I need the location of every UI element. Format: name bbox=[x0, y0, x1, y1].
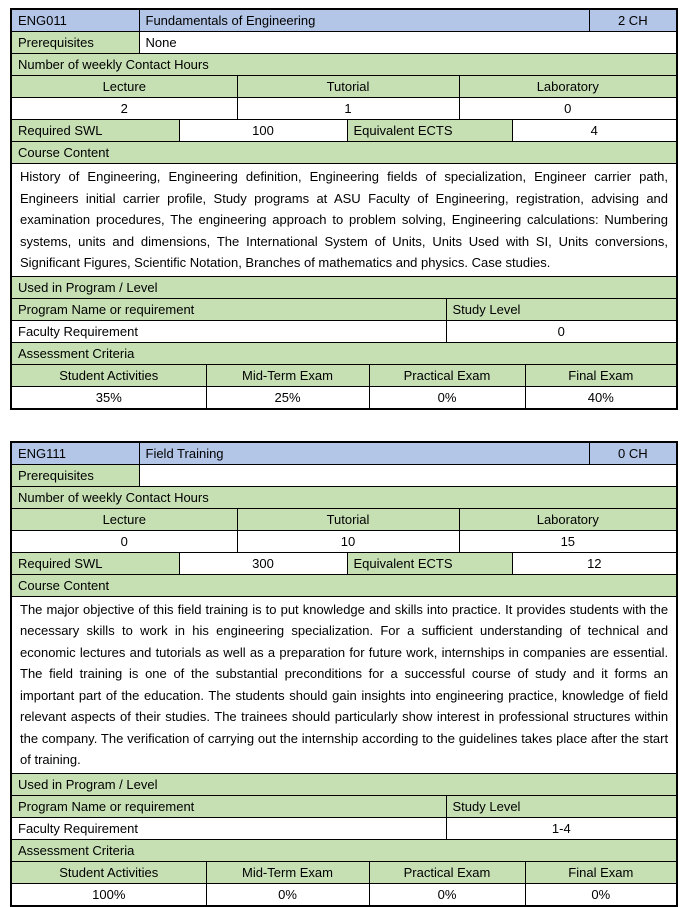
student-activities-value: 100% bbox=[11, 883, 206, 906]
course-content-header-row bbox=[11, 142, 677, 164]
practical-exam-header: Practical Exam bbox=[369, 861, 525, 883]
assessment-criteria-header: Assessment Criteria bbox=[11, 839, 677, 861]
program-value-row bbox=[11, 320, 677, 342]
credit-hours: 0 CH bbox=[589, 442, 677, 465]
student-activities-header: Student Activities bbox=[11, 861, 206, 883]
mid-term-exam-value: 25% bbox=[206, 386, 369, 409]
program-name-value: Faculty Requirement bbox=[11, 817, 446, 839]
hours-header-row bbox=[11, 508, 677, 530]
assessment-criteria-row bbox=[11, 342, 677, 364]
lecture-value: 2 bbox=[11, 98, 237, 120]
laboratory-value: 0 bbox=[459, 98, 677, 120]
contact-hours-header: Number of weekly Contact Hours bbox=[11, 54, 677, 76]
study-level-value: 0 bbox=[446, 320, 677, 342]
study-level-header: Study Level bbox=[446, 795, 677, 817]
course-content-header: Course Content bbox=[11, 574, 677, 596]
required-swl-label: Required SWL bbox=[11, 120, 179, 142]
program-header-row bbox=[11, 298, 677, 320]
student-activities-value: 35% bbox=[11, 386, 206, 409]
required-swl-value: 300 bbox=[179, 552, 347, 574]
assessment-value-row bbox=[11, 883, 677, 906]
prerequisites-label: Prerequisites bbox=[11, 464, 139, 486]
used-in-program-header: Used in Program / Level bbox=[11, 276, 677, 298]
program-value-row bbox=[11, 817, 677, 839]
tutorial-header: Tutorial bbox=[237, 508, 459, 530]
program-header-row bbox=[11, 795, 677, 817]
course-table-eng011 bbox=[10, 8, 678, 410]
assessment-criteria-header: Assessment Criteria bbox=[11, 342, 677, 364]
student-activities-header: Student Activities bbox=[11, 364, 206, 386]
assessment-header-row bbox=[11, 861, 677, 883]
course-table-eng111 bbox=[10, 441, 678, 907]
course-content-text: The major objective of this field training is to put knowledge and skills into practice. It provides students with the necessary skills to work in his engineering specialization. For a sufficient understanding of technical and economic lectures and tutorials as well as a preparation for future work, internships in companies are essential. The field training is one of the substantial preconditions for a successful course of study and it forms an important part of the education. The students should gain insights into engineering practice, knowledge of field relevant aspects of their studies. The trainees should particularly show interest in professional structures within the company. The verification of carrying out the internship according to the guidelines takes place after the start of training. bbox=[11, 596, 677, 773]
course-content-row bbox=[11, 164, 677, 277]
course-header-row bbox=[11, 442, 677, 465]
laboratory-header: Laboratory bbox=[459, 76, 677, 98]
prerequisites-row bbox=[11, 32, 677, 54]
program-name-header: Program Name or requirement bbox=[11, 795, 446, 817]
course-title: Field Training bbox=[139, 442, 589, 465]
contact-hours-row bbox=[11, 54, 677, 76]
practical-exam-value: 0% bbox=[369, 386, 525, 409]
used-in-program-row bbox=[11, 276, 677, 298]
prerequisites-value bbox=[139, 464, 677, 486]
course-header-row bbox=[11, 9, 677, 32]
course-code: ENG011 bbox=[11, 9, 139, 32]
final-exam-value: 40% bbox=[525, 386, 677, 409]
laboratory-value: 15 bbox=[459, 530, 677, 552]
prerequisites-row bbox=[11, 464, 677, 486]
practical-exam-value: 0% bbox=[369, 883, 525, 906]
mid-term-exam-header: Mid-Term Exam bbox=[206, 364, 369, 386]
course-content-header: Course Content bbox=[11, 142, 677, 164]
required-swl-value: 100 bbox=[179, 120, 347, 142]
hours-header-row bbox=[11, 76, 677, 98]
tutorial-value: 10 bbox=[237, 530, 459, 552]
credit-hours: 2 CH bbox=[589, 9, 677, 32]
course-content-header-row bbox=[11, 574, 677, 596]
tutorial-value: 1 bbox=[237, 98, 459, 120]
hours-value-row bbox=[11, 98, 677, 120]
swl-row bbox=[11, 120, 677, 142]
course-title: Fundamentals of Engineering bbox=[139, 9, 589, 32]
prerequisites-value: None bbox=[139, 32, 677, 54]
assessment-header-row bbox=[11, 364, 677, 386]
used-in-program-header: Used in Program / Level bbox=[11, 773, 677, 795]
required-swl-label: Required SWL bbox=[11, 552, 179, 574]
course-content-text: History of Engineering, Engineering definition, Engineering fields of specialization, Engineer carrier path, Engineers initial carrier profile, Study programs at ASU Faculty of Engineering, registration, advising and examination procedures, The engineering approach to problem solving, Engineering calculations: Numbering systems, units and dimensions, The International System of Units, Units Used with SI, Units conversions, Significant Figures, Scientific Notation, Branches of mathematics and physics. Case studies. bbox=[11, 164, 677, 277]
swl-row bbox=[11, 552, 677, 574]
mid-term-exam-value: 0% bbox=[206, 883, 369, 906]
hours-value-row bbox=[11, 530, 677, 552]
program-name-header: Program Name or requirement bbox=[11, 298, 446, 320]
used-in-program-row bbox=[11, 773, 677, 795]
study-level-header: Study Level bbox=[446, 298, 677, 320]
equivalent-ects-label: Equivalent ECTS bbox=[347, 552, 512, 574]
assessment-criteria-row bbox=[11, 839, 677, 861]
lecture-value: 0 bbox=[11, 530, 237, 552]
assessment-value-row bbox=[11, 386, 677, 409]
lecture-header: Lecture bbox=[11, 76, 237, 98]
contact-hours-row bbox=[11, 486, 677, 508]
prerequisites-label: Prerequisites bbox=[11, 32, 139, 54]
final-exam-header: Final Exam bbox=[525, 364, 677, 386]
course-content-row bbox=[11, 596, 677, 773]
equivalent-ects-label: Equivalent ECTS bbox=[347, 120, 512, 142]
laboratory-header: Laboratory bbox=[459, 508, 677, 530]
lecture-header: Lecture bbox=[11, 508, 237, 530]
equivalent-ects-value: 12 bbox=[512, 552, 677, 574]
mid-term-exam-header: Mid-Term Exam bbox=[206, 861, 369, 883]
final-exam-header: Final Exam bbox=[525, 861, 677, 883]
program-name-value: Faculty Requirement bbox=[11, 320, 446, 342]
equivalent-ects-value: 4 bbox=[512, 120, 677, 142]
final-exam-value: 0% bbox=[525, 883, 677, 906]
contact-hours-header: Number of weekly Contact Hours bbox=[11, 486, 677, 508]
course-code: ENG111 bbox=[11, 442, 139, 465]
table-gap bbox=[10, 410, 676, 441]
tutorial-header: Tutorial bbox=[237, 76, 459, 98]
study-level-value: 1-4 bbox=[446, 817, 677, 839]
practical-exam-header: Practical Exam bbox=[369, 364, 525, 386]
